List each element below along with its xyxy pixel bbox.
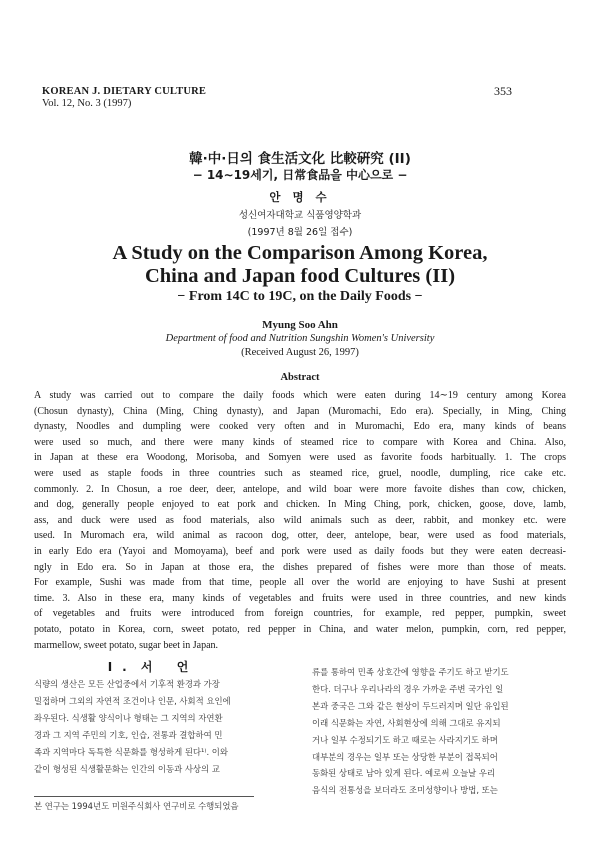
korean-subtitle: − 14∼19세기, 日常食品을 中心으로 − <box>192 168 408 182</box>
body-line: 이래 식문화는 자연, 사회현상에 의해 그대로 유지되 <box>312 717 501 728</box>
body-line: 경과 그 지역 주민의 기호, 인습, 전통과 결합하여 민 <box>34 729 223 740</box>
english-department: Department of food and Nutrition Sungshin Women's University <box>165 333 435 344</box>
korean-author: 안 명 수 <box>269 190 331 204</box>
english-author: Myung Soo Ahn <box>262 319 338 331</box>
english-title-line-1: A Study on the Comparison Among Korea, <box>112 242 488 264</box>
korean-title: 韓·中·日의 食生活文化 比較硏究 (II) <box>189 151 411 167</box>
abstract-line: in early Edo era (Yayoi and Momoyama), beef and pork were used as daily foods but they were eaten decreasi- <box>34 545 566 557</box>
english-subtitle: − From 14C to 19C, on the Daily Foods − <box>177 289 423 304</box>
abstract-line: were used so much, and there were many kinds of steamed rice to compare with Korea and China. Also, <box>34 436 566 448</box>
body-line: 밀접하며 그외의 자연적 조건이나 인문, 사회적 요인에 <box>34 695 231 706</box>
body-column-right <box>312 664 556 799</box>
english-title-line-2: China and Japan food Cultures (II) <box>144 265 456 287</box>
abstract-line: in Japan at these era Woodong, Morisoba, and Somyen were used as favorite foods harbitually. 1. The crops <box>34 452 566 464</box>
body-line: 류를 통하여 민족 상호간에 영향을 주기도 하고 받기도 <box>312 667 509 677</box>
section-heading <box>34 658 272 675</box>
abstract-heading: Abstract <box>280 372 320 383</box>
page-number: 353 <box>494 84 512 98</box>
abstract-line: commonly. 2. In Chosun, a roe deer, deer, antelope, and wild boar were more favoite dishes than cow, chicken, <box>34 483 566 495</box>
abstract-line: potato, potato in Korea, corn, sweet potato, red pepper in China, and water melon, pumpkin, corn, red pepper, <box>34 623 566 635</box>
body-column-left <box>34 676 278 777</box>
journal-volume: Vol. 12, No. 3 (1997) <box>42 98 132 109</box>
abstract-line: dynasty, Noodles and dumpling were cooked very often and in Muromachi, Edo era, many kinds of beans <box>34 421 566 433</box>
abstract-line: used. In Muromach era, wild animal as racoon dog, otter, deer, antelope, bear, were used as food materials, <box>34 530 566 542</box>
abstract-body <box>34 388 566 653</box>
footnote-divider <box>34 796 254 797</box>
abstract-line: time. 3. Also in these era, many kinds of vegetables and fruits were used in three countries, and new kinds <box>34 592 566 604</box>
abstract-line: ngly in Edo era. So in Japan at those era, the dishes prepared of fishes were more than those of meats. <box>34 561 566 573</box>
abstract-line: of vegetables and fruits were introduced from foreign countries, for example, red pepper, pumpkin, sweet <box>34 608 566 620</box>
section-title: 서 언 <box>140 660 199 674</box>
english-received-date: (Received August 26, 1997) <box>241 347 359 358</box>
abstract-line: were used as staple foods in three countries such as steamed rice, gruel, noodle, dumpling, rice cake etc. <box>34 467 566 479</box>
body-line: 식량의 생산은 모든 산업중에서 기후적 환경과 가장 <box>34 679 220 689</box>
body-line: 족과 지역마다 독특한 식문화를 형성하게 된다¹⁾. 이와 <box>34 746 228 757</box>
body-line: 음식의 전통성을 보더라도 조미성향이나 방법, 또는 <box>312 785 498 796</box>
korean-affiliation: 성신여자대학교 식품영양학과 <box>238 210 362 221</box>
abstract-line: and dog, generally people enjoyed to eat pork and chicken. In Ming Ching, pork, chicken, goose, dove, lamb, <box>34 499 566 511</box>
journal-name: KOREAN J. DIETARY CULTURE <box>42 86 207 97</box>
abstract-line: (Chosun dynasty), China (Ming, Ching dynasty), and Japan (Muromachi, Edo era). Specially, in Ming, Ching <box>34 405 566 417</box>
body-line: 본과 중국은 그와 같은 현상이 두드러지며 일단 유입된 <box>312 700 509 711</box>
body-line: 동화된 상태로 남아 있게 된다. 예로써 오늘날 우리 <box>312 768 496 779</box>
abstract-line: A study was carried out to compare the daily foods which were eaten during 14∼19 century among Korea <box>34 390 566 401</box>
body-line: 같이 형성된 식생활문화는 인간의 이동과 사상의 교 <box>34 763 220 774</box>
footnote: 본 연구는 1994년도 미원주식회사 연구비로 수행되었음 <box>34 801 239 811</box>
body-line: 대부분의 경우는 일부 또는 상당한 부분이 접목되어 <box>312 751 498 762</box>
abstract-line: marmellow, sweet potato, sugar beet in Japan. <box>34 639 219 651</box>
korean-received-date: (1997년 8월 26일 접수) <box>247 227 353 238</box>
body-line: 거나 일부 수정되기도 하고 때로는 사라지기도 하며 <box>312 734 498 745</box>
abstract-line: For example, Sushi was made from that time, people all over the world are enjoying to have Sushi at present <box>34 577 566 589</box>
journal-header <box>42 86 206 110</box>
body-line: 좌우된다. 식생활 양식이나 형태는 그 지역의 자연환 <box>34 712 223 723</box>
abstract-line: ass, and duck were used as food materials, also wild animals such as deer, rabbit, and monkey etc. were <box>34 514 566 526</box>
body-line: 한다. 더구나 우리나라의 경우 가까운 주변 국가인 일 <box>312 683 504 694</box>
section-number: I. <box>107 660 137 674</box>
